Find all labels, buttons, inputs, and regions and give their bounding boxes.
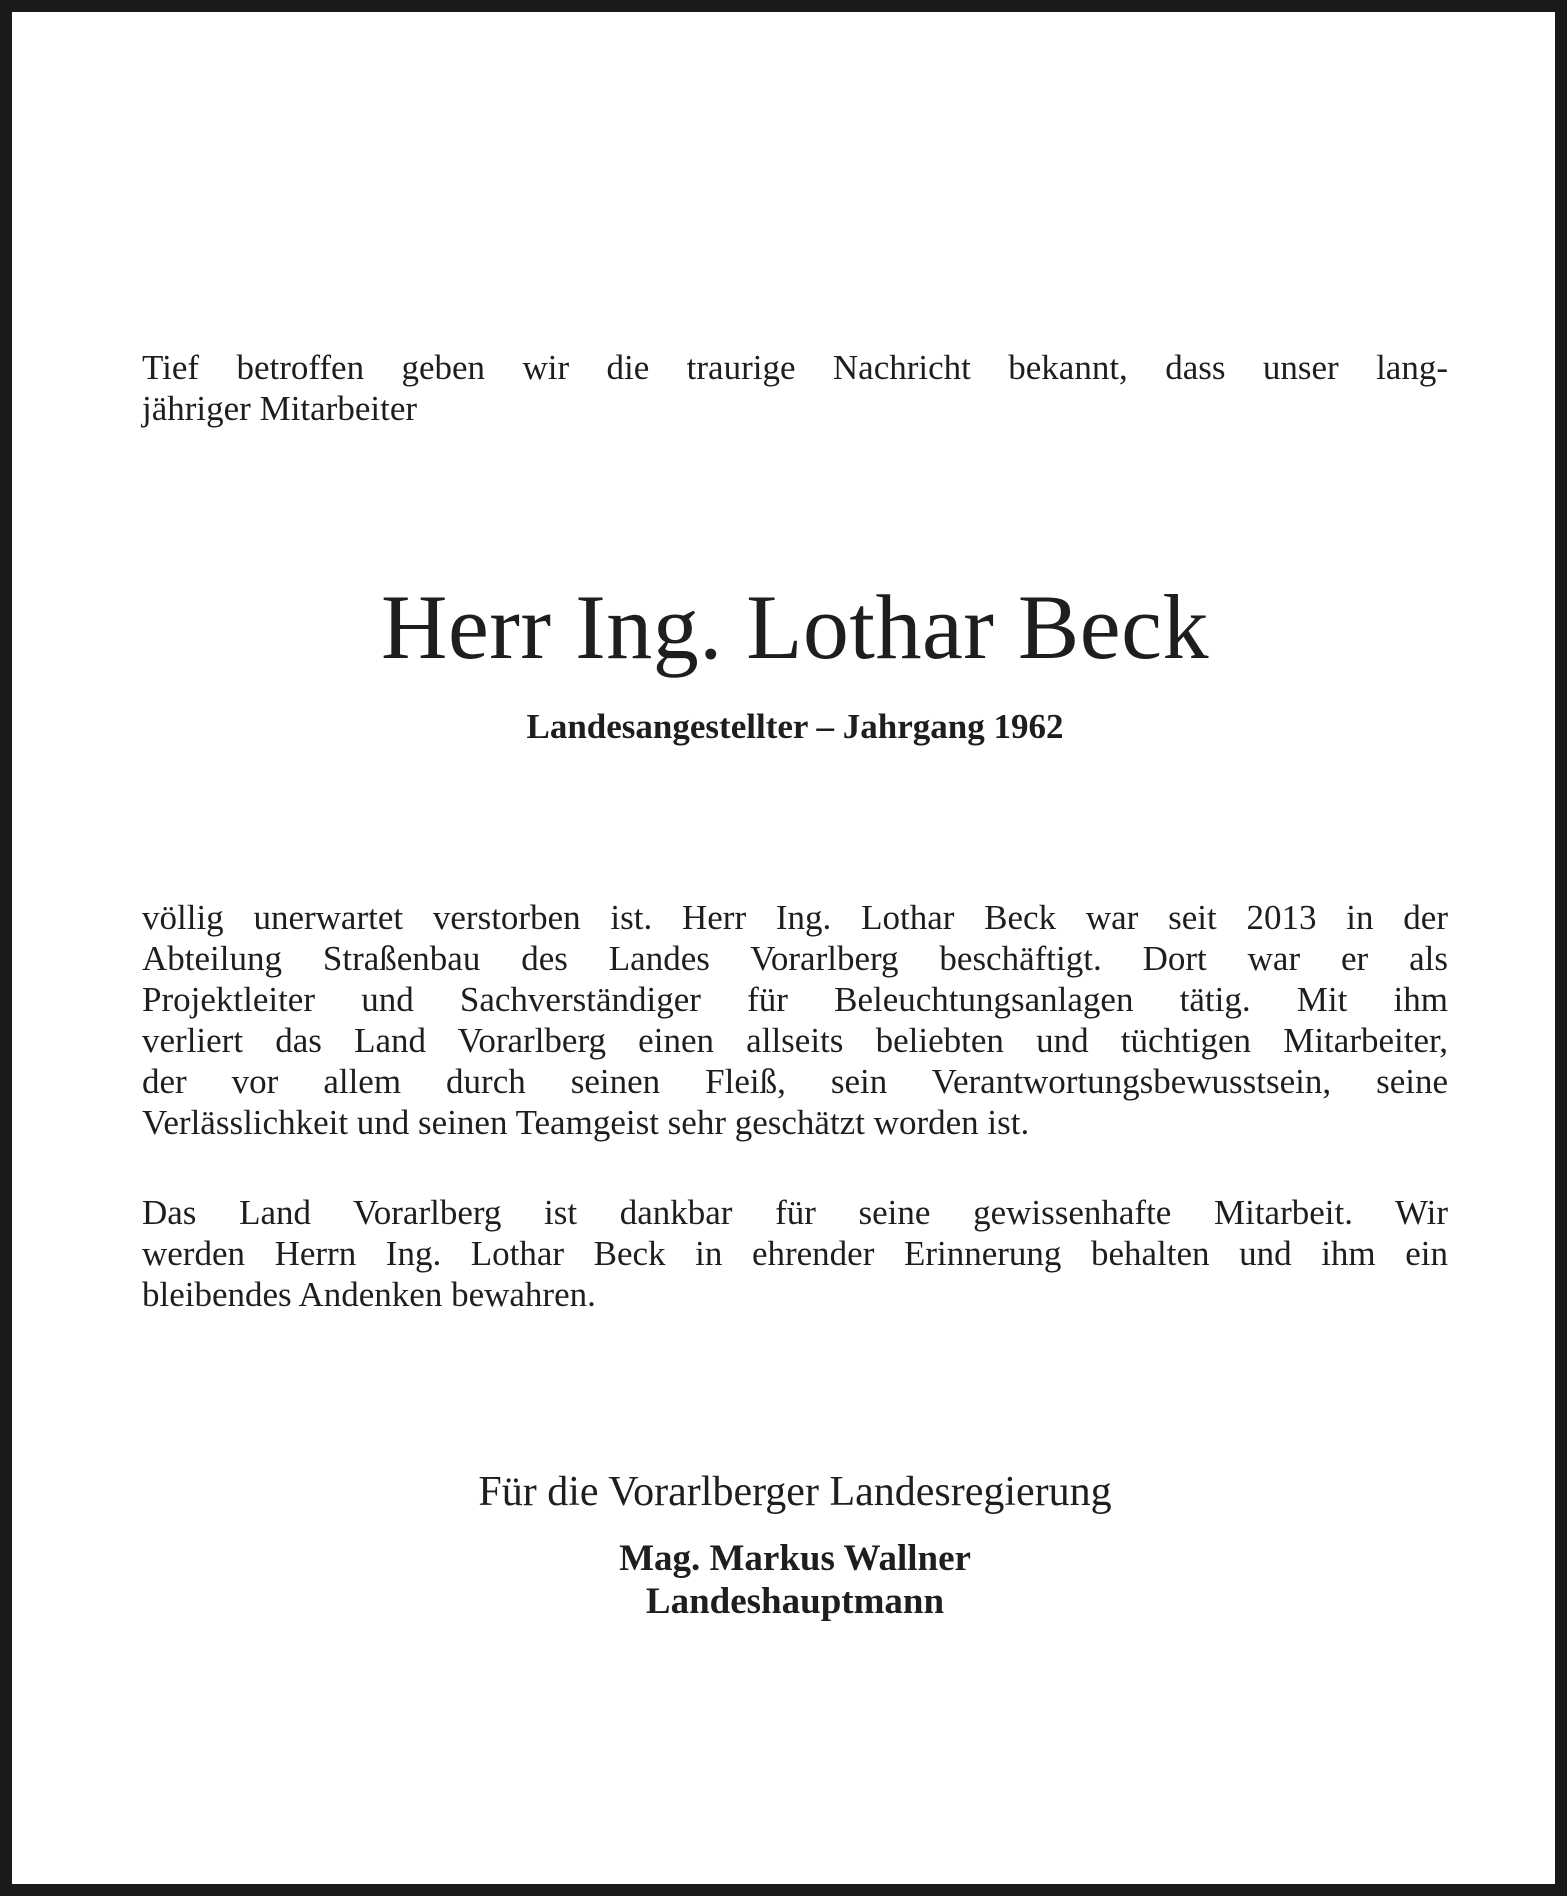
body-line: verliert das Land Vorarlberg einen allseits beliebten und tüchtigen Mitarbeiter, bbox=[142, 1021, 1448, 1060]
body-line: völlig unerwartet verstorben ist. Herr Ing. Lothar Beck war seit 2013 in der bbox=[142, 898, 1448, 937]
body-line: bleibendes Andenken bewahren. bbox=[142, 1275, 596, 1314]
body-line: Verlässlichkeit und seinen Teamgeist sehr geschätzt worden ist. bbox=[142, 1103, 1030, 1142]
deceased-subtitle: Landesangestellter – Jahrgang 1962 bbox=[526, 707, 1064, 746]
signature-organization: Für die Vorarlberger Landesregierung bbox=[478, 1469, 1112, 1515]
body-line: Projektleiter und Sachverständiger für Beleuchtungsanlagen tätig. Mit ihm bbox=[142, 980, 1448, 1019]
intro-line: jähriger Mitarbeiter bbox=[142, 389, 418, 428]
body-line: Abteilung Straßenbau des Landes Vorarlberg beschäftigt. Dort war er als bbox=[142, 939, 1448, 978]
signature-title: Landeshauptmann bbox=[645, 1581, 945, 1622]
body-line: werden Herrn Ing. Lothar Beck in ehrender Erinnerung behalten und ihm ein bbox=[142, 1234, 1448, 1273]
body-paragraph-1 bbox=[142, 897, 1448, 1143]
intro-line: Tief betroffen geben wir die traurige Nachricht bekannt, dass unser lang- bbox=[142, 348, 1448, 387]
body-line: Das Land Vorarlberg ist dankbar für seine gewissenhafte Mitarbeit. Wir bbox=[142, 1193, 1448, 1232]
signature-name: Mag. Markus Wallner bbox=[619, 1538, 971, 1579]
intro-paragraph bbox=[142, 347, 1448, 429]
body-line: der vor allem durch seinen Fleiß, sein Verantwortungsbewusstsein, seine bbox=[142, 1062, 1448, 1101]
deceased-name: Herr Ing. Lothar Beck bbox=[381, 576, 1209, 678]
body-paragraph-2 bbox=[142, 1192, 1448, 1315]
